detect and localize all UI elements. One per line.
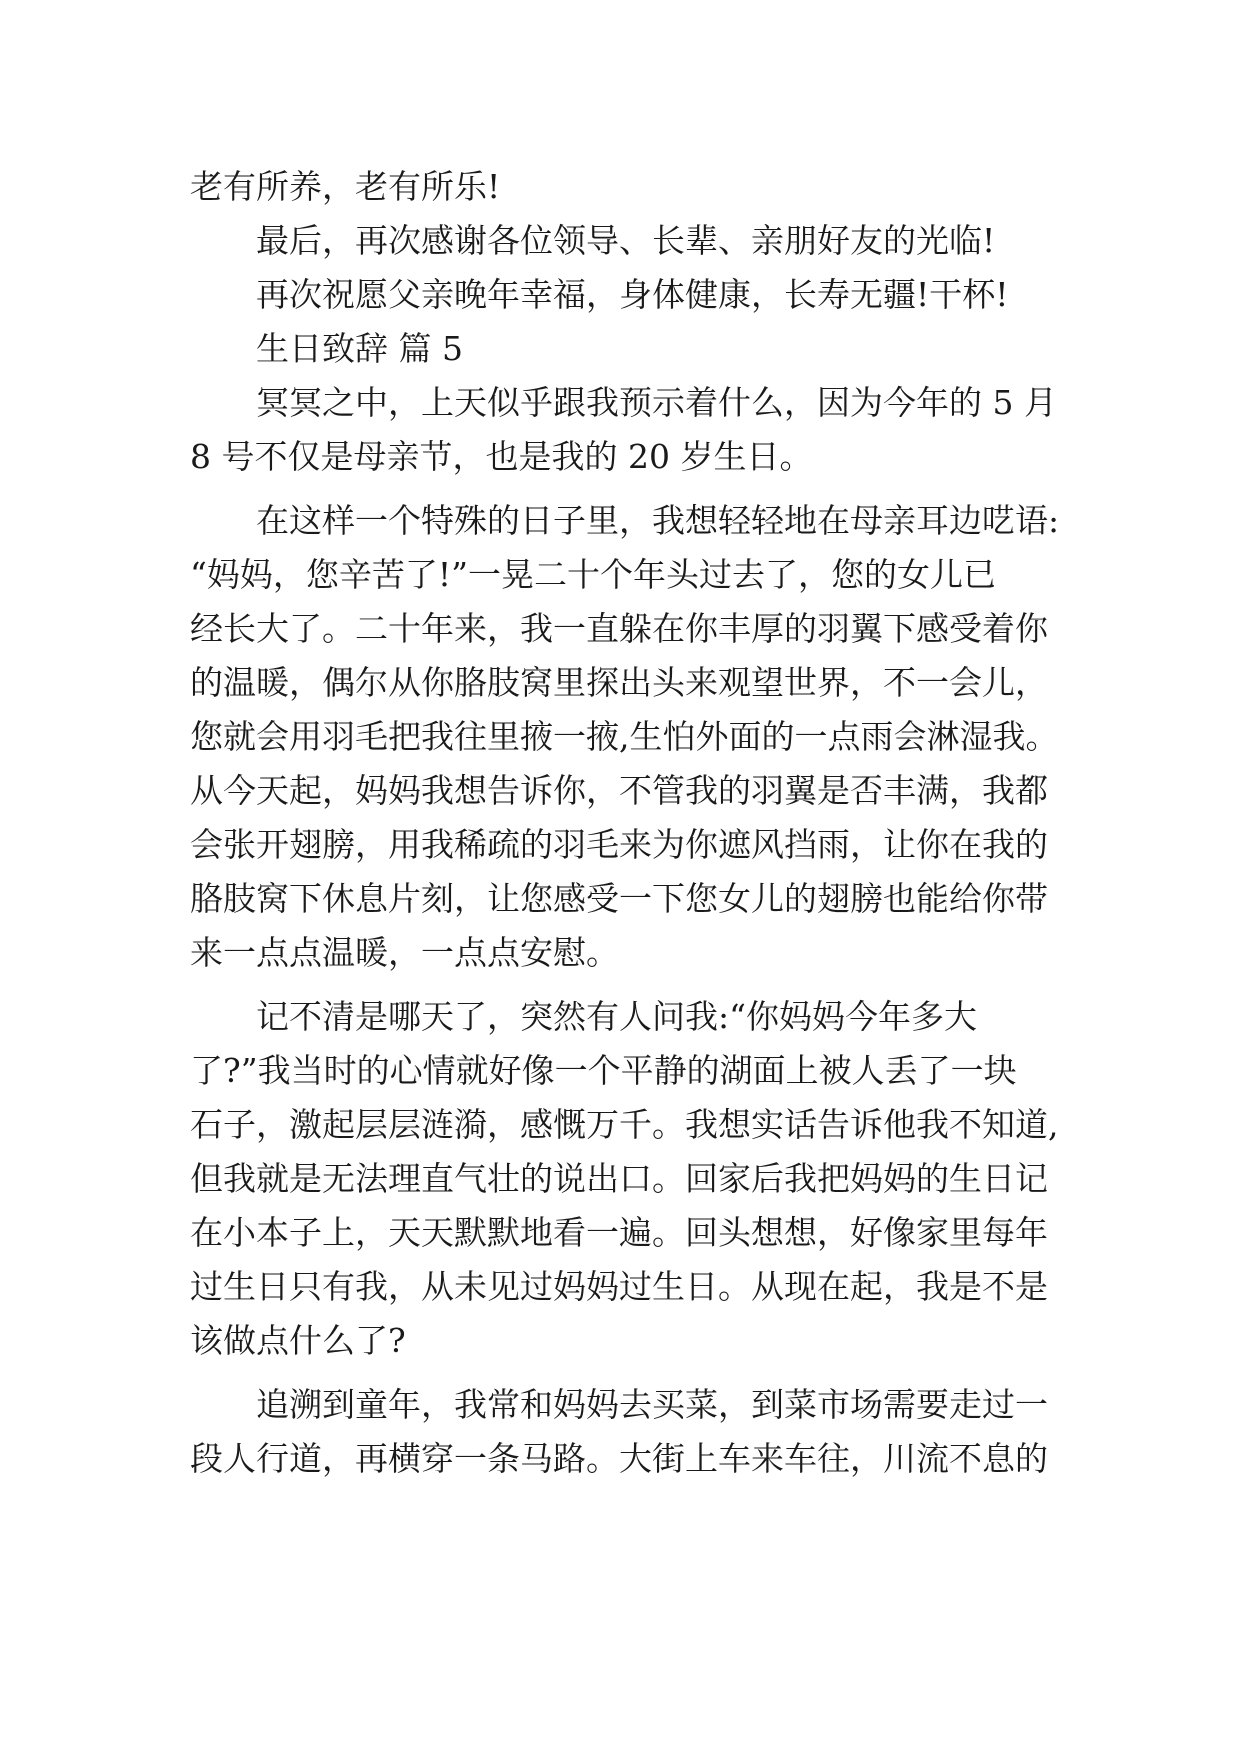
text-line: 但我就是无法理直气壮的说出口。回家后我把妈妈的生日记 (190, 1159, 1048, 1198)
text-line: 石子，激起层层涟漪，感慨万千。我想实话告诉他我不知道, (190, 1105, 1059, 1144)
text-line: 最后，再次感谢各位领导、长辈、亲朋好友的光临! (256, 221, 996, 260)
text-line: 来一点点温暖，一点点安慰。 (190, 933, 619, 972)
text-line: 从今天起，妈妈我想告诉你，不管我的羽翼是否丰满，我都 (190, 771, 1048, 810)
text-line: 该做点什么了? (190, 1321, 406, 1360)
text-line: 了?”我当时的心情就好像一个平静的湖面上被人丢了一块 (190, 1051, 1017, 1090)
text-line: 在小本子上，天天默默地看一遍。回头想想，好像家里每年 (190, 1213, 1048, 1252)
text-line: “妈妈，您辛苦了!”一晃二十个年头过去了，您的女儿已 (190, 555, 997, 594)
section-heading: 生日致辞 篇 5 (256, 329, 463, 368)
document-page (190, 160, 1060, 1486)
text-line: 段人行道，再横穿一条马路。大街上车来车往，川流不息的 (190, 1439, 1048, 1478)
text-line: 老有所养，老有所乐! (190, 167, 501, 206)
text-line: 冥冥之中，上天似乎跟我预示着什么，因为今年的 5 月 (256, 383, 1057, 422)
text-line: 追溯到童年，我常和妈妈去买菜，到菜市场需要走过一 (256, 1385, 1048, 1424)
text-line: 记不清是哪天了，突然有人问我:“你妈妈今年多大 (256, 997, 977, 1036)
text-line: 胳肢窝下休息片刻，让您感受一下您女儿的翅膀也能给你带 (190, 879, 1048, 918)
text-line: 8 号不仅是母亲节，也是我的 20 岁生日。 (190, 437, 813, 476)
text-line: 您就会用羽毛把我往里掖一掖,生怕外面的一点雨会淋湿我。 (190, 717, 1059, 756)
text-line: 会张开翅膀，用我稀疏的羽毛来为你遮风挡雨，让你在我的 (190, 825, 1048, 864)
text-line: 在这样一个特殊的日子里，我想轻轻地在母亲耳边呓语: (256, 501, 1060, 540)
text-line: 过生日只有我，从未见过妈妈过生日。从现在起，我是不是 (190, 1267, 1048, 1306)
text-line: 经长大了。二十年来，我一直躲在你丰厚的羽翼下感受着你 (190, 609, 1048, 648)
text-line: 的温暖，偶尔从你胳肢窝里探出头来观望世界，不一会儿， (190, 663, 1048, 702)
text-line: 再次祝愿父亲晚年幸福，身体健康，长寿无疆!干杯! (256, 275, 1009, 314)
